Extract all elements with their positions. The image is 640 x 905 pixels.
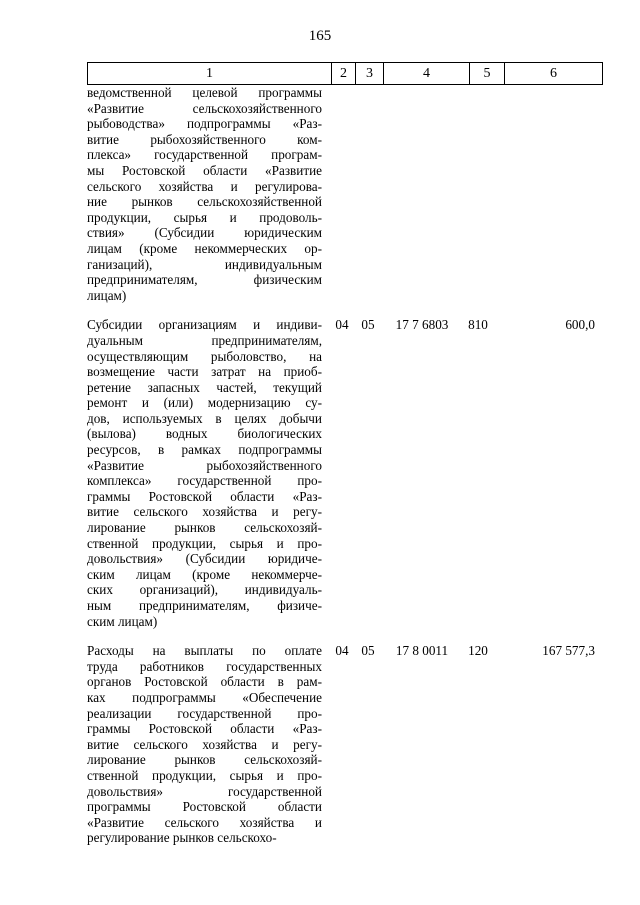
description-line: ным предпринимателям, физиче-: [87, 598, 322, 613]
description-line: витие сельского хозяйства и регу-: [87, 736, 322, 752]
subsection-code: 05: [361, 643, 375, 659]
description-line: ствия» (Субсидии юридическим: [87, 225, 322, 241]
description-line: граммы Ростовской области «Раз-: [87, 721, 322, 737]
description-line: дуальным предпринимателям,: [87, 332, 322, 348]
description-line: «Развитие сельскохозяйственного: [87, 100, 322, 116]
description-line: довольствия» государственной: [87, 783, 322, 799]
description-line: ретение запасных частей, текущий: [87, 379, 322, 395]
target-article: 17 8 0011: [395, 643, 449, 659]
table-body: [87, 85, 597, 860]
header-col-1: 1: [88, 63, 332, 85]
expense-type: 810: [468, 317, 488, 333]
description-line: ремонт и (или) модернизацию су-: [87, 395, 322, 411]
section-code: 04: [335, 317, 349, 333]
table-header: [87, 62, 603, 85]
description-line: ственной продукции, сырья и про-: [87, 535, 322, 551]
description-line: ских организаций), индивидуаль-: [87, 582, 322, 598]
description-line: ганизаций), индивидуальным: [87, 256, 322, 272]
description-line: (вылова) водных биологических: [87, 426, 322, 442]
description-line: продукции, сырья и продоволь-: [87, 209, 322, 225]
header-col-5: 5: [470, 63, 505, 85]
description-line: Субсидии организациям и индиви-: [87, 317, 322, 333]
header-col-4: 4: [384, 63, 470, 85]
description-line: ках подпрограммы «Обеспечение: [87, 689, 322, 705]
description-line: Расходы на выплаты по оплате: [87, 643, 322, 659]
description-line: ским лицам): [87, 613, 158, 629]
amount: 600,0: [565, 317, 595, 333]
description-line: лицам (кроме некоммерческих ор-: [87, 240, 322, 256]
section-code: 04: [335, 643, 349, 659]
description-line: дов, используемых в целях добычи: [87, 410, 322, 426]
subsection-code: 05: [361, 317, 375, 333]
description-line: лирование рынков сельскохозяй-: [87, 520, 322, 536]
row-description: [87, 317, 322, 629]
description-line: сельского хозяйства и регулирова-: [87, 178, 322, 194]
target-article: 17 7 6803: [395, 317, 449, 333]
row-description: [87, 85, 322, 303]
description-line: «Развитие сельского хозяйства и: [87, 814, 322, 830]
description-line: ведомственной целевой программы: [87, 85, 322, 100]
table-row: [87, 85, 597, 303]
page-number: 165: [308, 28, 332, 44]
description-line: возмещение части затрат на приоб-: [87, 364, 322, 380]
description-line: плекса» государственной програм-: [87, 147, 322, 163]
description-line: мы Ростовской области «Развитие: [87, 162, 322, 178]
description-line: программы Ростовской области: [87, 799, 322, 815]
header-col-6: 6: [505, 63, 603, 85]
description-line: довольствия» (Субсидии юридиче-: [87, 551, 322, 567]
description-line: витие сельского хозяйства и регу-: [87, 504, 322, 520]
description-line: ресурсов, в рамках подпрограммы: [87, 442, 322, 458]
header-col-2: 2: [332, 63, 356, 85]
description-line: лирование рынков сельскохозяй-: [87, 752, 322, 768]
description-line: органов Ростовской области в рам-: [87, 674, 322, 690]
description-line: ственной продукции, сырья и про-: [87, 767, 322, 783]
description-line: ние рынков сельскохозяйственной: [87, 194, 322, 210]
expense-type: 120: [468, 643, 488, 659]
table-row: [87, 317, 597, 629]
description-line: рыбоводства» подпрограммы «Раз-: [87, 116, 322, 132]
description-line: осуществляющим рыболовство, на: [87, 348, 322, 364]
description-line: труда работников государственных: [87, 658, 322, 674]
description-line: граммы Ростовской области «Раз-: [87, 488, 322, 504]
description-line: витие рыбохозяйственного ком-: [87, 131, 322, 147]
row-description: [87, 643, 322, 846]
description-line: предпринимателям, физическим: [87, 272, 322, 288]
header-col-3: 3: [356, 63, 384, 85]
amount: 167 577,3: [542, 643, 595, 659]
description-line: регулирование рынков сельскохо-: [87, 830, 277, 846]
description-line: лицам): [87, 287, 127, 303]
table-row: [87, 643, 597, 846]
description-line: комплекса» государственной про-: [87, 473, 322, 489]
description-line: реализации государственной про-: [87, 705, 322, 721]
description-line: ским лицам (кроме некоммерче-: [87, 566, 322, 582]
description-line: «Развитие рыбохозяйственного: [87, 457, 322, 473]
